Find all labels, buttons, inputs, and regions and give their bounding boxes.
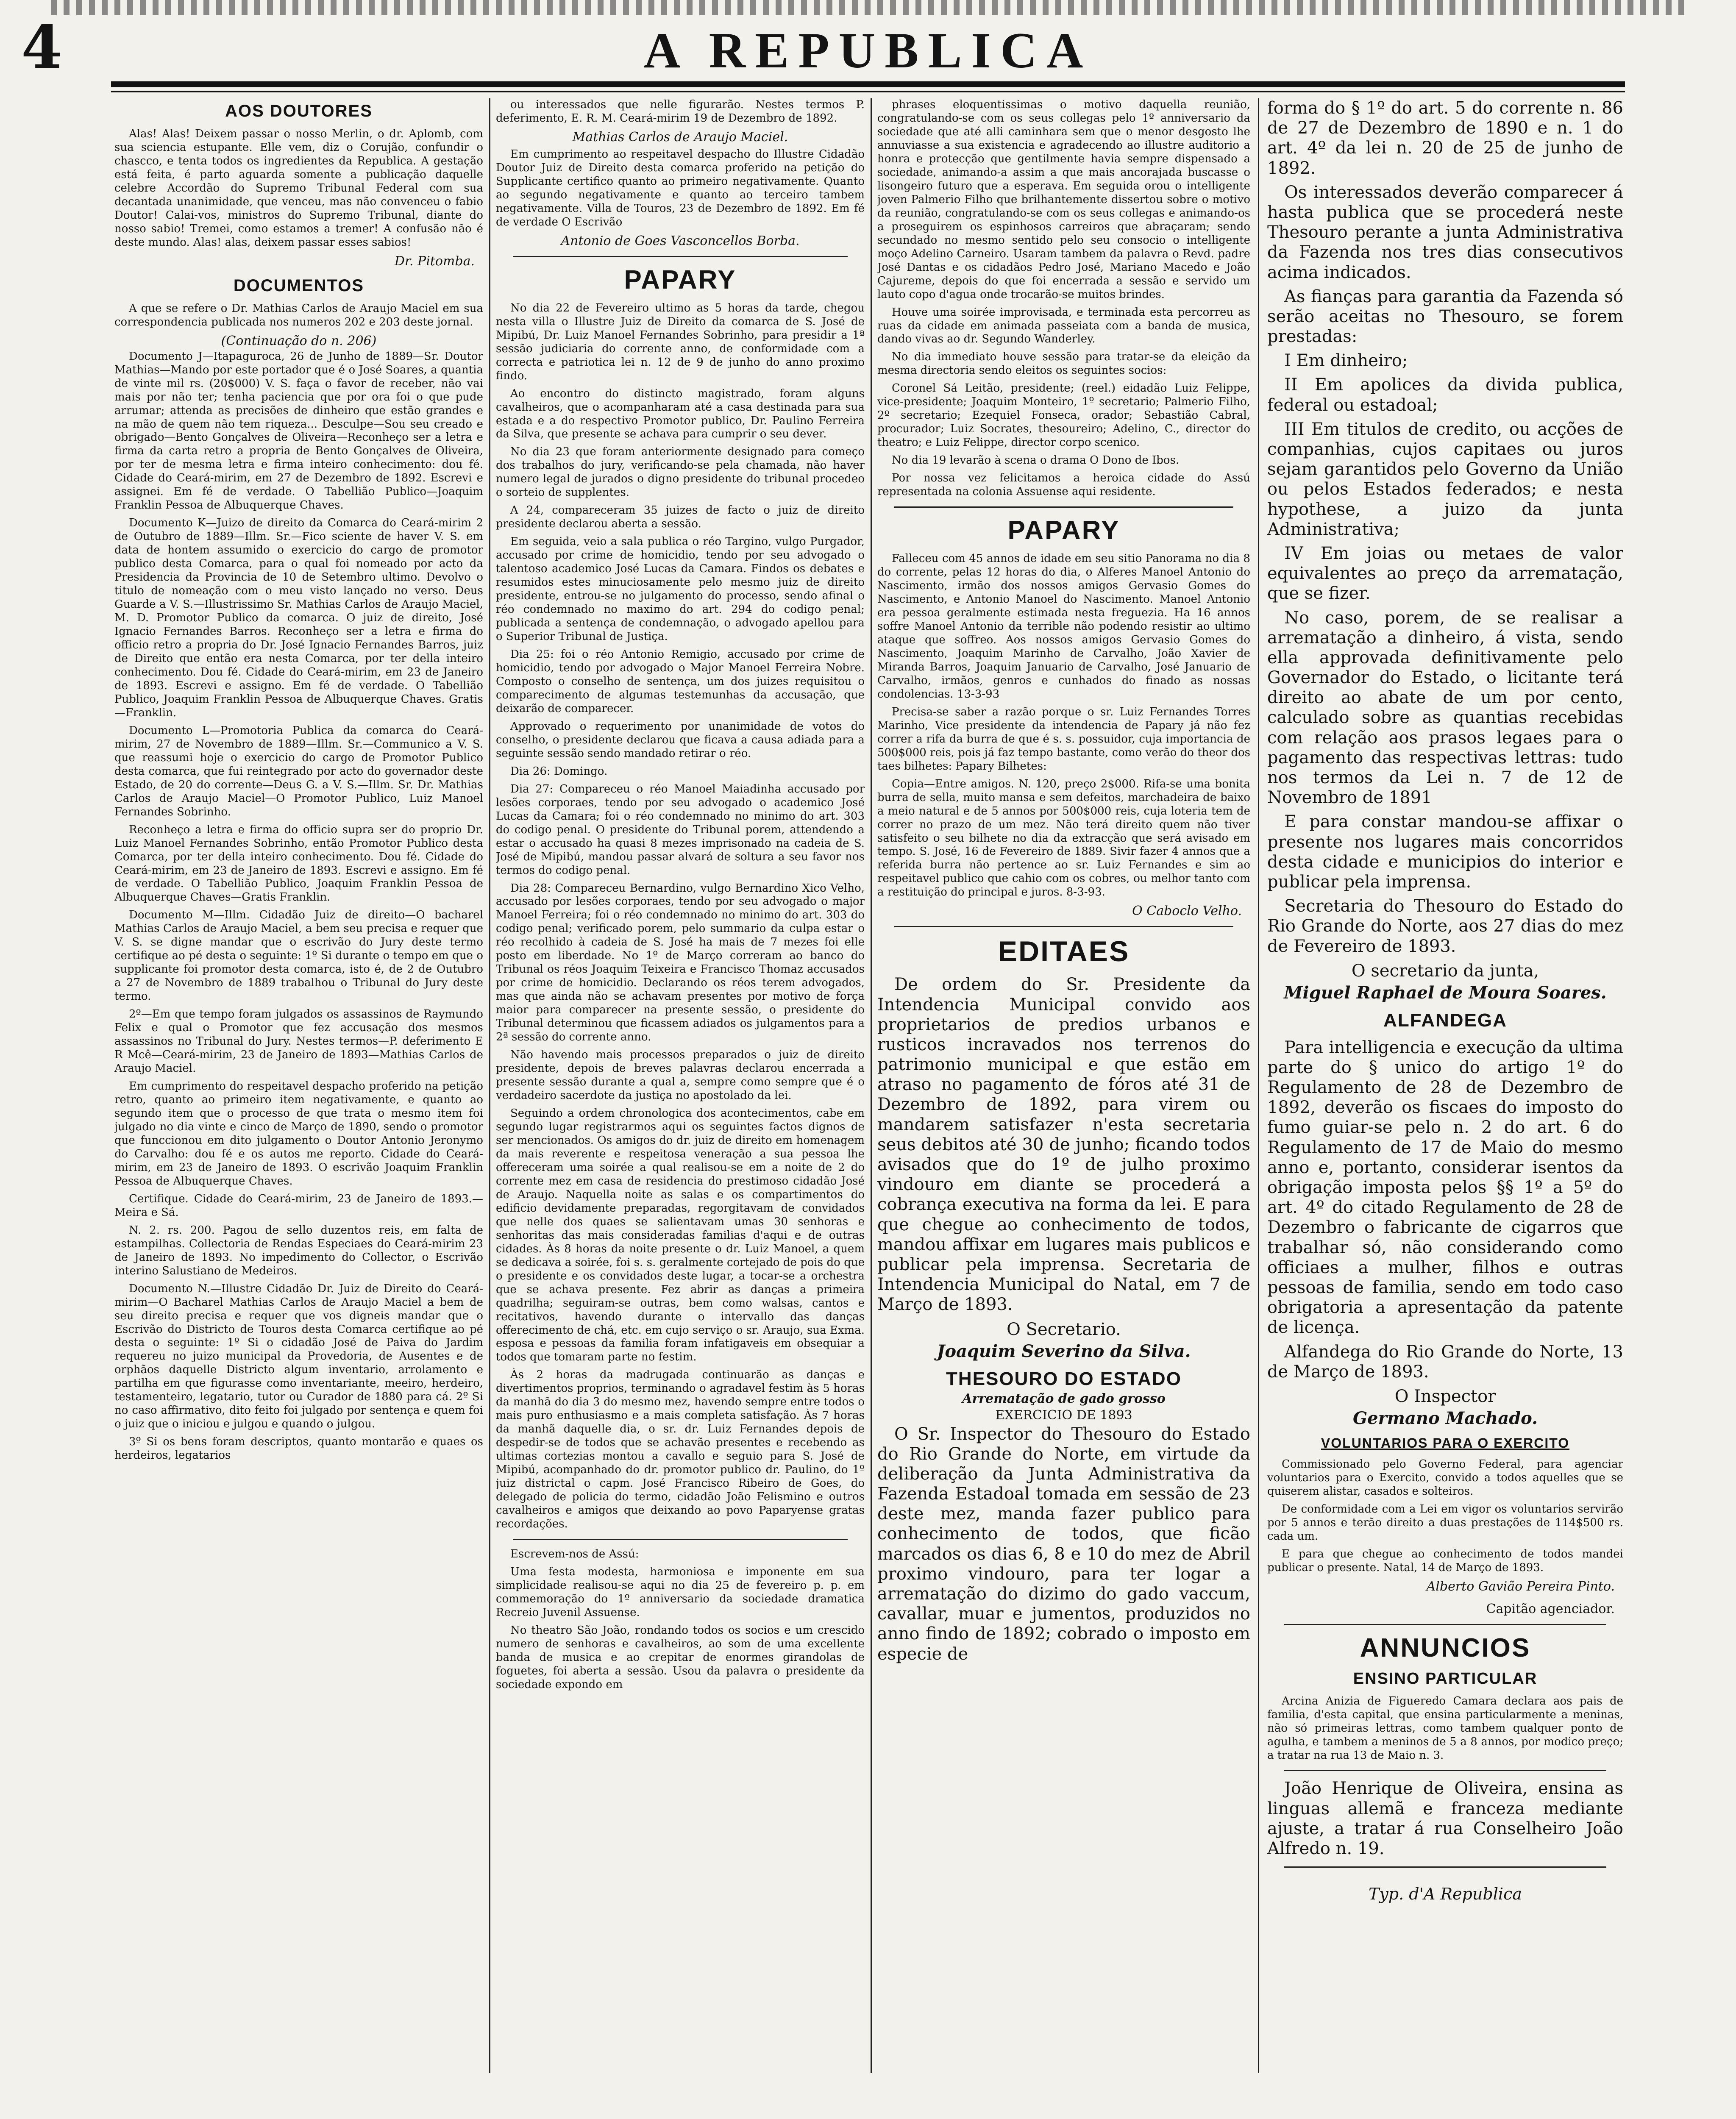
article-paragraph: No theatro São João, rondando todos os socios e um crescido numero de senhoras e cavalheiros, ao som de uma excellente banda de musica e ao crepitar de enormes girandolas de foguetes, foi aberta a sessão. Usou da palavra o presidente da sociedade expondo em xyxy=(496,1624,865,1691)
article-paragraph: Ao encontro do distincto magistrado, foram alguns cavalheiros, que o acompanharam até a casa destinada para sua estada e a do respectivo Promotor publico, Dr. Paulino Ferreira da Silva, que presente se achava para cumprir o seu dever. xyxy=(496,387,865,441)
article-paragraph: Dia 27: Compareceu o réo Manoel Maiadinha accusado por lesões corporaes, tendo por seu advogado o academico José Lucas da Camara; foi o réo condemnado no minimo do art. 303 do codigo penal. O presidente do Tribunal porem, attendendo a estar o accusado ha quasi 8 mezes imprisonado na cadeia de S. José de Mipibú, mandou passar alvará de soltura a seu favor nos termos do codigo penal. xyxy=(496,782,865,877)
article-paragraph: 2º—Em que tempo foram julgados os assassinos de Raymundo Felix e qual o Promotor que fez accusação dos mesmos assassinos no Tribunal do Jury. Nestes termos—P. deferimento E R Mcê—Ceará-mirim, 23 de Janeiro de 1893—Mathias Carlos de Araujo Maciel. xyxy=(114,1008,483,1075)
notice-paragraph: Alfandega do Rio Grande do Norte, 13 de Março de 1893. xyxy=(1267,1342,1623,1382)
article-text: Em cumprimento ao respeitavel despacho do Illustre Cidadão Doutor Juiz de Direito desta comarca proferido na petição do Supplicante certifico quanto ao primeiro negativamente. Quanto ao segundo negativamente e quanto ao terceiro tambem negativamente. Villa de Touros, 23 de Dezembro de 1892. Em fé de verdade O Escrivão xyxy=(496,147,865,228)
section-title: ALFANDEGA xyxy=(1383,1009,1507,1031)
ad-text: Arcina Anizia de Figueredo Camara declara aos pais de familia, d'esta capital, que ensina particularmente a meninas, não só primeiras lettras, como tambem qualquer ponto de agulha, e tambem a meninos de 5 a 8 annos, por modico preço; a tratar na rua 13 de Maio n. 3. xyxy=(1267,1694,1623,1762)
notice-role: O Inspector xyxy=(1394,1386,1496,1406)
notice-paragraph: Para intelligencia e execução da ultima parte do § unico do artigo 1º do Regulamento de 28 de Dezembro de 1892, deverão os fiscaes do imposto do fumo guiar-se pelo n. 2 do art. 6 do Regulamento de 17 de Maio do mesmo anno e, portanto, considerar isentos da obrigação imposta pelos §§ 1º a 5º do art. 4º do citado Regulamento de 28 de Dezembro o fabricante de cigarros que trabalhar só, não considerando como officiaes a mulher, filhos e outras pessoas de familia, sendo em todo caso obrigatoria a apresentação da patente de licença. xyxy=(1267,1037,1623,1338)
article-paragraph: A 24, compareceram 35 juizes de facto o juiz de direito presidente declarou aberta a sessão. xyxy=(496,504,865,531)
edict-text: De ordem do Sr. Presidente da Intendencia Municipal convido aos proprietarios de predios urbanos e rusticos incravados nos terrenos do patrimonio municipal e que estão em atraso no pagamento de fóros até 31 de Dezembro de 1892, para virem ou mandarem satisfazer n'esta secretaria seus debitos até 30 de junho; ficando todos avisados que do 1º de julho proximo vindouro em diante se procederá a cobrança executiva na forma da lei. E para que chegue ao conhecimento de todos, mandou affixar em lugares mais publicos e publicar pela imprensa. Secretaria de Intendencia Municipal do Natal, em 7 de Março de 1893. xyxy=(877,975,1250,1315)
section-title: PAPARY xyxy=(624,265,737,295)
signature: Alberto Gavião Pereira Pinto. xyxy=(1426,1579,1615,1594)
article-paragraph: Uma festa modesta, harmoniosa e imponente em sua simplicidade realisou-se aqui no dia 25 de fevereiro p. p. em commemoração do 1º anniversario da sociedade dramatica Recreio Juvenil Assuense. xyxy=(496,1566,865,1619)
section-title: ENSINO PARTICULAR xyxy=(1353,1669,1538,1688)
page-number: 4 xyxy=(21,13,63,82)
section-subtitle: EXERCICIO DE 1893 xyxy=(995,1407,1132,1423)
divider xyxy=(513,256,848,257)
article-paragraph: phrases eloquentissimas o motivo daquella reunião, congratulando-se com os seus collegas pelo 1º anniversario da sociedade que até alli caminhara sem que o menor desgosto lhe annuviasse a sua existencia e agradecendo ao illustre auditorio a honra e protecção que gentilmente havia sempre dispensado a sociedade, animando-a assim a que mais ancorajada buscasse o lisongeiro futuro que a esperava. Em seguida orou o intelligente joven Palmerio Filho que brilhantemente dissertou sobre o motivo da reunião, congratulando-se com os seus collegas e animando-os a proseguirem os espinhosos carreiros que abraçaram; sendo secundado no mesmo sentido pelo seu consocio o intelligente moço Adelino Carneiro. Usaram tambem da palavra o Revd. padre José Dantas e os cidadãos Pedro José, Mariano Macedo e João Cajureme, depois do que foi encerrada a sessão e servido um lauto copo d'agua onde trocarão-se muitos brindes. xyxy=(877,98,1250,301)
notice-paragraph: II Em apolices da divida publica, federal ou estadoal; xyxy=(1267,375,1623,415)
section-title: THESOURO DO ESTADO xyxy=(946,1368,1182,1389)
article-paragraph: Copia—Entre amigos. N. 120, preço 2$000. Rifa-se uma bonita burra de sella, muito mansa e sem defeitos, marchadeira de baixo a meio natural e de 5 annos por 500$000 reis, cuja loteria tem de correr no prazo de um mez. Não terá direito quem não tiver satisfeito o seu bilhete no dia da extracção que será avisado em tempo. S. José, 16 de Fevereiro de 1889. Sivir fazer 4 annos que a referida burra não pertence ao sr. Luiz Fernandes e sim ao respeitavel publico que cahio com os cobres, ou melhor tanto com a restituição do principal e juros. 8-3-93. xyxy=(877,777,1250,899)
continuation-note: (Continuação do n. 206) xyxy=(221,333,377,348)
edict-role: O Secretario. xyxy=(1007,1319,1121,1339)
masthead-rule xyxy=(111,81,1625,87)
edict-signature: Joaquim Severino da Silva. xyxy=(937,1341,1191,1361)
article-paragraph: Dia 25: foi o réo Antonio Remigio, accusado por crime de homicidio, tendo por advogado o Major Manoel Ferreira Nobre. Composto o conselho de sentença, um dos juizes requisitou o comparecimento de algumas testemunhas da accusação, que deixarão de comparecer. xyxy=(496,648,865,715)
article-paragraph: Precisa-se saber a razão porque o sr. Luiz Fernandes Torres Marinho, Vice presidente da intendencia de Papary já não fez correr a rifa da burra de que é s. s. possuidor, cuja importancia de 500$000 reis, pois já faz tempo bastante, como verão do theor dos taes bilhetes: Papary Bilhetes: xyxy=(877,705,1250,773)
article-paragraph: Documento K—Juizo de direito da Comarca do Ceará-mirim 2 de Outubro de 1889—Illm. Sr.—Fico sciente de haver V. S. em data de hontem assumido o exercicio do cargo de promotor publico desta Comarca, para o qual foi nomeado por acto da Presidencia da Provincia de 10 de Setembro ultimo. Devolvo o titulo de nomeação com o meu visto lançado no verso. Deus Guarde a V. S.—Illustrissimo Sr. Mathias Carlos de Araujo Maciel, M. D. Promotor Publico da comarca. O juiz de direito, José Ignacio Fernandes Barros. Reconheço ser a letra e firma do officio retro a propria do Dr. José Ignacio Fernandes Barros, juiz de Direito que então era nesta Comarca, por ter della inteiro conhecimento. Dou fé. Cidade do Ceará-mirim, em 23 de Janeiro de 1893. Escrevi e assigno. Em fé de verdade. O Tabellião Publico, Joaquim Franklin Pessoa de Albuquerque Chaves. Gratis—Franklin. xyxy=(114,517,483,719)
article-paragraph: Houve uma soirée improvisada, e terminada esta percorreu as ruas da cidade em animada passeiata com a banda de musica, dando vivas ao dr. Segundo Wanderley. xyxy=(877,306,1250,346)
notice-paragraph: III Em titulos de credito, ou acções de companhias, cujos capitaes ou juros sejam garantidos pelo Governo da União ou pelos Estados federados; e nesta hypothese, a juizo da junta Administrativa; xyxy=(1267,419,1623,539)
article-text: ou interessados que nelle figurarão. Nestes termos P. deferimento, E. R. M. Ceará-mirim 19 de Dezembro de 1892. xyxy=(496,98,865,125)
article-paragraph: N. 2. rs. 200. Pagou de sello duzentos reis, em falta de estampilhas. Collectoria de Rendas Especiaes do Ceará-mirim 23 de Janeiro de 1893. No impedimento do Collector, o Escrivão interino Salustiano de Medeiros. xyxy=(114,1224,483,1277)
column-2 xyxy=(496,98,865,2056)
article-paragraph: No dia 22 de Fevereiro ultimo as 5 horas da tarde, chegou nesta villa o Illustre Juiz de Direito da comarca de S. José de Mipibú, Dr. Luiz Manoel Fernandes Sobrinho, para presidir a 1ª sessão judiciaria do corrente anno, de conformidade com a correcta e patriotica lei n. 12 de 9 de junho do anno proximo findo. xyxy=(496,301,865,382)
printer-imprint: Typ. d'A Republica xyxy=(1368,1885,1522,1904)
article-paragraph: Certifique. Cidade do Ceará-mirim, 23 de Janeiro de 1893.—Meira e Sá. xyxy=(114,1192,483,1219)
article-paragraph: Falleceu com 45 annos de idade em seu sitio Panorama no dia 8 do corrente, pelas 12 horas do dia, o Alferes Manoel Antonio do Nascimento, irmão dos nossos amigos Gervasio Gomes do Nascimento, e Antonio Manoel do Nascimento. Manoel Antonio era pessoa geralmente estimada nesta freguezia. Ha 16 annos soffre Manoel Antonio da terrible não podendo resistir ao ultimo ataque que soffreo. Aos nossos amigos Gervasio Gomes do Nascimento, Joaquim Marinho de Carvalho, João Xavier de Miranda Barros, Joaquim Januario de Carvalho, José Januario de Carvalho, irmãos, genros e cunhados do finado as nossas condolencias. 13-3-93 xyxy=(877,552,1250,701)
column-divider xyxy=(489,98,490,2073)
masthead xyxy=(17,0,1719,85)
newspaper-title: A REPUBLICA xyxy=(643,22,1093,78)
divider xyxy=(513,1539,848,1540)
section-title: EDITAES xyxy=(998,935,1130,968)
article-paragraph: No dia immediato houve sessão para tratar-se da eleição da mesma directoria sendo eleitos os seguintes socios: xyxy=(877,350,1250,377)
article-paragraph: Dia 26: Domingo. xyxy=(510,765,608,778)
notice-paragraph: I Em dinheiro; xyxy=(1284,351,1408,371)
article-paragraph: No dia 19 levarão à scena o drama O Dono de Ibos. xyxy=(892,454,1180,467)
article-paragraph: Seguindo a ordem chronologica dos acontecimentos, cabe em segundo lugar registrarmos aqui os seguintes factos dignos de ser mencionados. Os amigos do dr. juiz de direito em homenagem da mais reverente e respeitosa veneração a sua pessoa lhe offereceram uma soirée a qual realisou-se em a noite de 2 do corrente mez em casa de residencia do prestimoso cidadão José de Araujo. Naquella noite as salas e os compartimentos do edificio devidamente preparadas, regorgitavam de convidados que nelle dos quaes se salientavam umas 30 senhoras e senhoritas das mais consideradas familias d'aqui e de outras cidades. Às 8 horas da noite presente o dr. Luiz Manoel, a quem se dedicava a soirée, foi s. s. geralmente cortejado de pois do que o presidente e os convidados deste lugar, a tocar-se a orchestra que se achava presente. Fez abrir as danças a primeira quadrilha; seguiram-se outras, bem como walsas, cantos e recitativos, havendo durante o intervallo das danças offerecimento de chá, etc. em cujo serviço o sr. Araujo, sua Exma. esposa e pessoas da familia foram infatigaveis em obsequiar a todos que tomaram parte no festim. xyxy=(496,1107,865,1364)
notice-paragraph: forma do § 1º do art. 5 do corrente n. 86 de 27 de Dezembro de 1890 e n. 1 do art. 4º da lei n. 20 de 25 de junho de 1892. xyxy=(1267,98,1623,178)
notice-paragraph: Os interessados deverão comparecer á hasta publica que se procederá neste Thesouro perante a junta Administrativa da Fazenda nos tres dias consecutivos acima indicados. xyxy=(1267,182,1623,282)
article-paragraph: Às 2 horas da madrugada continuarão as danças e divertimentos proprios, terminando o agradavel festim às 5 horas da manhã do dia 3 do mesmo mez, havendo sempre entre todos o mais puro enthusiasmo e a mais completa satisfação. Às 7 horas da manhã daquelle dia, o sr. dr. Luiz Fernandes depois de despedir-se de todos que se achavão presentes e recebendo as ultimas cortezias montou a cavallo e seguio para S. José de Mipibú, acompanhado do dr. promotor publico dr. Paulino, do 1º juiz districtal o capm. José Francisco Ribeiro de Goes, do delegado de policia do termo, cidadão João Felismino e outros cavalheiros e amigos que deixando ao povo Paparyense gratas recordações. xyxy=(496,1368,865,1531)
notice-paragraph: De conformidade com a Lei em vigor os voluntarios servirão por 5 annos e terão direito a duas prestações de 114$500 rs. cada um. xyxy=(1267,1502,1623,1543)
article-text: Escrevem-nos de Assú: xyxy=(510,1548,639,1561)
notice-paragraph: As fianças para garantia da Fazenda só serão aceitas no Thesouro, se forem prestadas: xyxy=(1267,286,1623,347)
notice-paragraph: Commissionado pelo Governo Federal, para agenciar voluntarios para o Exercito, convido a todos aquelles que se quiserem alistar, casados e solteiros. xyxy=(1267,1457,1623,1498)
divider xyxy=(1284,1770,1606,1771)
column-4 xyxy=(1267,98,1623,2056)
section-subtitle: Arrematação de gado grosso xyxy=(962,1391,1166,1406)
notice-text: O Sr. Inspector do Thesouro do Estado do Rio Grande do Norte, em virtude da deliberação da Junta Administrativa da Fazenda Estadoal tomada em sessão de 23 deste mez, manda fazer publico para conhecimento de todos, que ficão marcados os dias 6, 8 e 10 do mez de Abril proximo vindouro, para ter logar a arrematação do dizimo do gado vaccum, cavallar, muar e jumentos, produzidos no anno findo de 1892; cobrado o imposto em especie de xyxy=(877,1424,1250,1664)
column-3 xyxy=(877,98,1250,2056)
column-1 xyxy=(114,98,483,2056)
article-paragraph: Em cumprimento do respeitavel despacho proferido na petição retro, quanto ao primeiro item negativamente, e quanto ao segundo item que o processo de que trata o mesmo item foi julgado no dia vinte e cinco de Março de 1890, sendo o promotor que funccionou em dito julgamento o Doutor Antonio Jeronymo do Carvalho: dou fé e os autos me reporto. Cidade do Ceará-mirim, em 23 de Janeiro de 1893. O escrivão Joaquim Franklin Pessoa de Albuquerque Chaves. xyxy=(114,1080,483,1187)
notice-signature: Miguel Raphael de Moura Soares. xyxy=(1284,982,1607,1003)
notice-role: O secretario da junta, xyxy=(1351,961,1539,981)
divider xyxy=(894,926,1233,927)
section-title: AOS DOUTORES xyxy=(225,102,373,120)
ad-text: João Henrique de Oliveira, ensina as linguas allemã e franceza mediante ajuste, a tratar á rua Conselheiro João Alfredo n. 19. xyxy=(1267,1779,1623,1859)
article-paragraph: Dia 28: Compareceu Bernardino, vulgo Bernardino Xico Velho, accusado por lesões corporaes, tendo por seu advogado o major Manoel Ferreira; foi o réo condemnado no minimo do art. 303 do codigo penal; verificado porem, pelo summario da culpa estar o réo recolhido à cadeia de S. José ha mais de 7 mezes foi elle posto em liberdade. No 1º de Março correram ao banco do Tribunal os réos Joaquim Teixeira e Francisco Thomaz accusados por crime de homicidio. Declarando os réos terem advogados, mas que ainda não se achavam presentes por motivo de força maior para comparecer na presente sessão, o presidente do Tribunal determinou que ficassem adiados os julgamentos para a 2ª sessão do corrente anno. xyxy=(496,882,865,1044)
article-paragraph: Approvado o requerimento por unanimidade de votos do conselho, o presidente declarou que ficava a causa adiada para a seguinte sessão sendo mandado retirar o réo. xyxy=(496,720,865,760)
article-paragraph: Não havendo mais processos preparados o juiz de direito presidente, depois de breves palavras declarou encerrada a presente sessão durante a qual a, sempre como sempre que é o verdadeiro sacerdote da justiça no apostolado da lei. xyxy=(496,1048,865,1102)
signature: O Caboclo Velho. xyxy=(1132,904,1242,919)
article-paragraph: Reconheço a letra e firma do officio supra ser do proprio Dr. Luiz Manoel Fernandes Sobrinho, então Promotor Publico desta Comarca, por ter della inteiro conhecimento. Dou fé. Cidade do Ceará-mirim, em 23 de Janeiro de 1893. Escrevi e assigno. Em fé de verdade. O Tabellião Publico, Joaquim Franklin Pessoa de Albuquerque Chaves—Gratis Franklin. xyxy=(114,823,483,904)
divider xyxy=(1284,1866,1606,1868)
column-divider xyxy=(1258,98,1259,2073)
signature: Mathias Carlos de Araujo Maciel. xyxy=(572,129,788,145)
notice-paragraph: Secretaria do Thesouro do Estado do Rio Grande do Norte, aos 27 dias do mez de Fevereiro de 1893. xyxy=(1267,896,1623,956)
signature-role: Capitão agenciador. xyxy=(1486,1601,1615,1616)
article-text: Alas! Alas! Deixem passar o nosso Merlin, o dr. Aplomb, com sua sciencia estupante. Elle vem, diz o Corujão, confundir o chascco, e tenta todos os ingredientes da Republica. A gestação está feita, é parto aguarda somente a publicação daquelle celebre Accordão do Supremo Tribunal Federal com sua decantada unanimidade, que venceu, mas não convenceu o fabio Doutor! Calai-vos, ministros do Supremo Tribunal, diante do nosso sabio! Tremei, como estamos a tremer! A confusão não é deste mundo. Alas! alas, deixem passar esses sabios! xyxy=(114,128,483,249)
column-divider xyxy=(871,98,872,2073)
section-title: PAPARY xyxy=(1007,516,1120,545)
section-title: DOCUMENTOS xyxy=(233,276,364,295)
article-paragraph: No dia 23 que foram anteriormente designado para começo dos trabalhos do jury, verificando-se pela chamada, não haver numero legal de jurados o digno presidente do tribunal procedeo o sorteio de supplentes. xyxy=(496,445,865,499)
article-paragraph: Documento L—Promotoria Publica da comarca do Ceará-mirim, 27 de Novembro de 1889—Illm. Sr.—Communico a V. S. que reassumi hoje o exercicio do cargo de Promotor Publico desta comarca, que fui reintegrado por acto do governador deste Estado, de 20 do corrente—Deus G. a V. S.—Illm. Sr. Dr. Mathias Carlos de Araujo Maciel—O Promotor Publico, Luiz Manoel Fernandes Sobrinho. xyxy=(114,724,483,818)
notice-paragraph: No caso, porem, de se realisar a arrematação a dinheiro, á vista, sendo ella approvada definitivamente pelo Governador do Estado, o licitante terá direito ao abate de um por cento, calculado sobre as quantias recebidas com relação aos prasos legaes para o pagamento das respectivas lettras: tudo nos termos da Lei n. 7 de 12 de Novembro de 1891 xyxy=(1267,608,1623,808)
article-paragraph: Em seguida, veio a sala publica o réo Targino, vulgo Purgador, accusado por crime de homicidio, tendo por seu advogado o talentoso academico José Lucas da Camara. Findos os debates e resumidos estes minuciosamente pelo mesmo juiz de direito presidente, entrou-se no julgamento do processo, sendo afinal o réo condemnado no maximo do art. 294 do codigo penal; publicada a sentença de condemnação, o advogado apellou para o Superior Tribunal de Justiça. xyxy=(496,535,865,643)
article-paragraph: Coronel Sá Leitão, presidente; (reel.) eidadão Luiz Felippe, vice-presidente; Joaquim Monteiro, 1º secretario; Palmerio Filho, 2º secretario; Ezequiel Fonseca, orador; Sebastião Cabral, procurador; Luiz Socrates, thesoureiro; Adelino, C., director do theatro; e Luiz Felippe, director corpo scenico. xyxy=(877,382,1250,449)
signature: Dr. Pitomba. xyxy=(394,253,475,269)
divider xyxy=(1284,1624,1606,1625)
signature: Antonio de Goes Vasconcellos Borba. xyxy=(561,233,800,248)
article-paragraph: Documento N.—Illustre Cidadão Dr. Juiz de Direito do Ceará-mirim—O Bacharel Mathias Carlos de Araujo Maciel a bem de seu direito precisa e requer que vos digneis mandar que o Escrivão do Districto de Touros desta Comarca certifique ao pé desta o seguinte: 1º Si o cidadão José de Paiva do Jardim requereu no juizo municipal da Provedoria, de Ausentes e de orphãos daquelle Districto algum inventario, arrolamento e partilha em que figurasse como inventariante, meeiro, herdeiro, testamenteiro, legatario, tutor ou Curador de 1880 para cá. 2º Si no caso affirmativo, dito feito foi julgado por sentença e quem foi o juiz que o iniciou e julgou e quando o julgou. xyxy=(114,1282,483,1431)
notice-paragraph: IV Em joias ou metaes de valor equivalentes ao preço da arrematação, que se fizer. xyxy=(1267,543,1623,603)
divider xyxy=(894,506,1233,508)
article-paragraph: Documento J—Itapaguroca, 26 de Junho de 1889—Sr. Doutor Mathias—Mando por este portador que é o José Soares, a quantia de vinte mil rs. (20$000) V. S. faça o favor de receber, não vai mais por não ter; tenha paciencia que por ora foi o que pude arrumar; attenda as precisões de dinheiro que estão grandes e na mão de quem não tem riqueza... Desculpe—Sou seu creado e obrigado—Bento Gonçalves de Oliveira—Reconheço ser a letra e firma da carta retro a propria de Bento Gonçalves de Oliveira, por ter de mesma letra e firma inteiro conhecimento: dou fé. Cidade do Ceará-mirim, em 27 de Dezembro de 1892. Escrevi e assignei. Em fé de verdade. O Tabellião Publico—Joaquim Franklin Pessoa de Albuquerque Chaves. xyxy=(114,350,483,512)
article-paragraph: 3º Si os bens foram descriptos, quanto montarão e quaes os herdeiros, legatarios xyxy=(114,1435,483,1462)
notice-paragraph: E para constar mandou-se affixar o presente nos lugares mais concorridos desta cidade e municipios do interior e publicar pela imprensa. xyxy=(1267,812,1623,892)
article-text: A que se refere o Dr. Mathias Carlos de Araujo Maciel em sua correspondencia publicada nos numeros 202 e 203 deste jornal. xyxy=(114,302,483,328)
masthead-rule-thin xyxy=(111,91,1625,92)
section-title: VOLUNTARIOS PARA O EXERCITO xyxy=(1321,1435,1570,1451)
notice-signature: Germano Machado. xyxy=(1352,1408,1538,1428)
article-paragraph: Por nossa vez felicitamos a heroica cidade do Assú representada na colonia Assuense aqui residente. xyxy=(877,472,1250,498)
article-paragraph: Documento M—Illm. Cidadão Juiz de direito—O bacharel Mathias Carlos de Araujo Maciel, a bem seu precisa e requer que V. S. se digne mandar que o escrivão do Jury deste termo certifique ao pé desta o seguinte: 1º Si durante o tempo em que o supplicante foi promotor desta comarca, isto é, de 2 de Outubro a 27 de Novembro de 1889 trabalhou o Tribunal do Jury deste termo. xyxy=(114,909,483,1003)
notice-paragraph: E para que chegue ao conhecimento de todos mandei publicar o presente. Natal, 14 de Março de 1893. xyxy=(1267,1547,1623,1574)
section-title: ANNUNCIOS xyxy=(1360,1633,1531,1663)
